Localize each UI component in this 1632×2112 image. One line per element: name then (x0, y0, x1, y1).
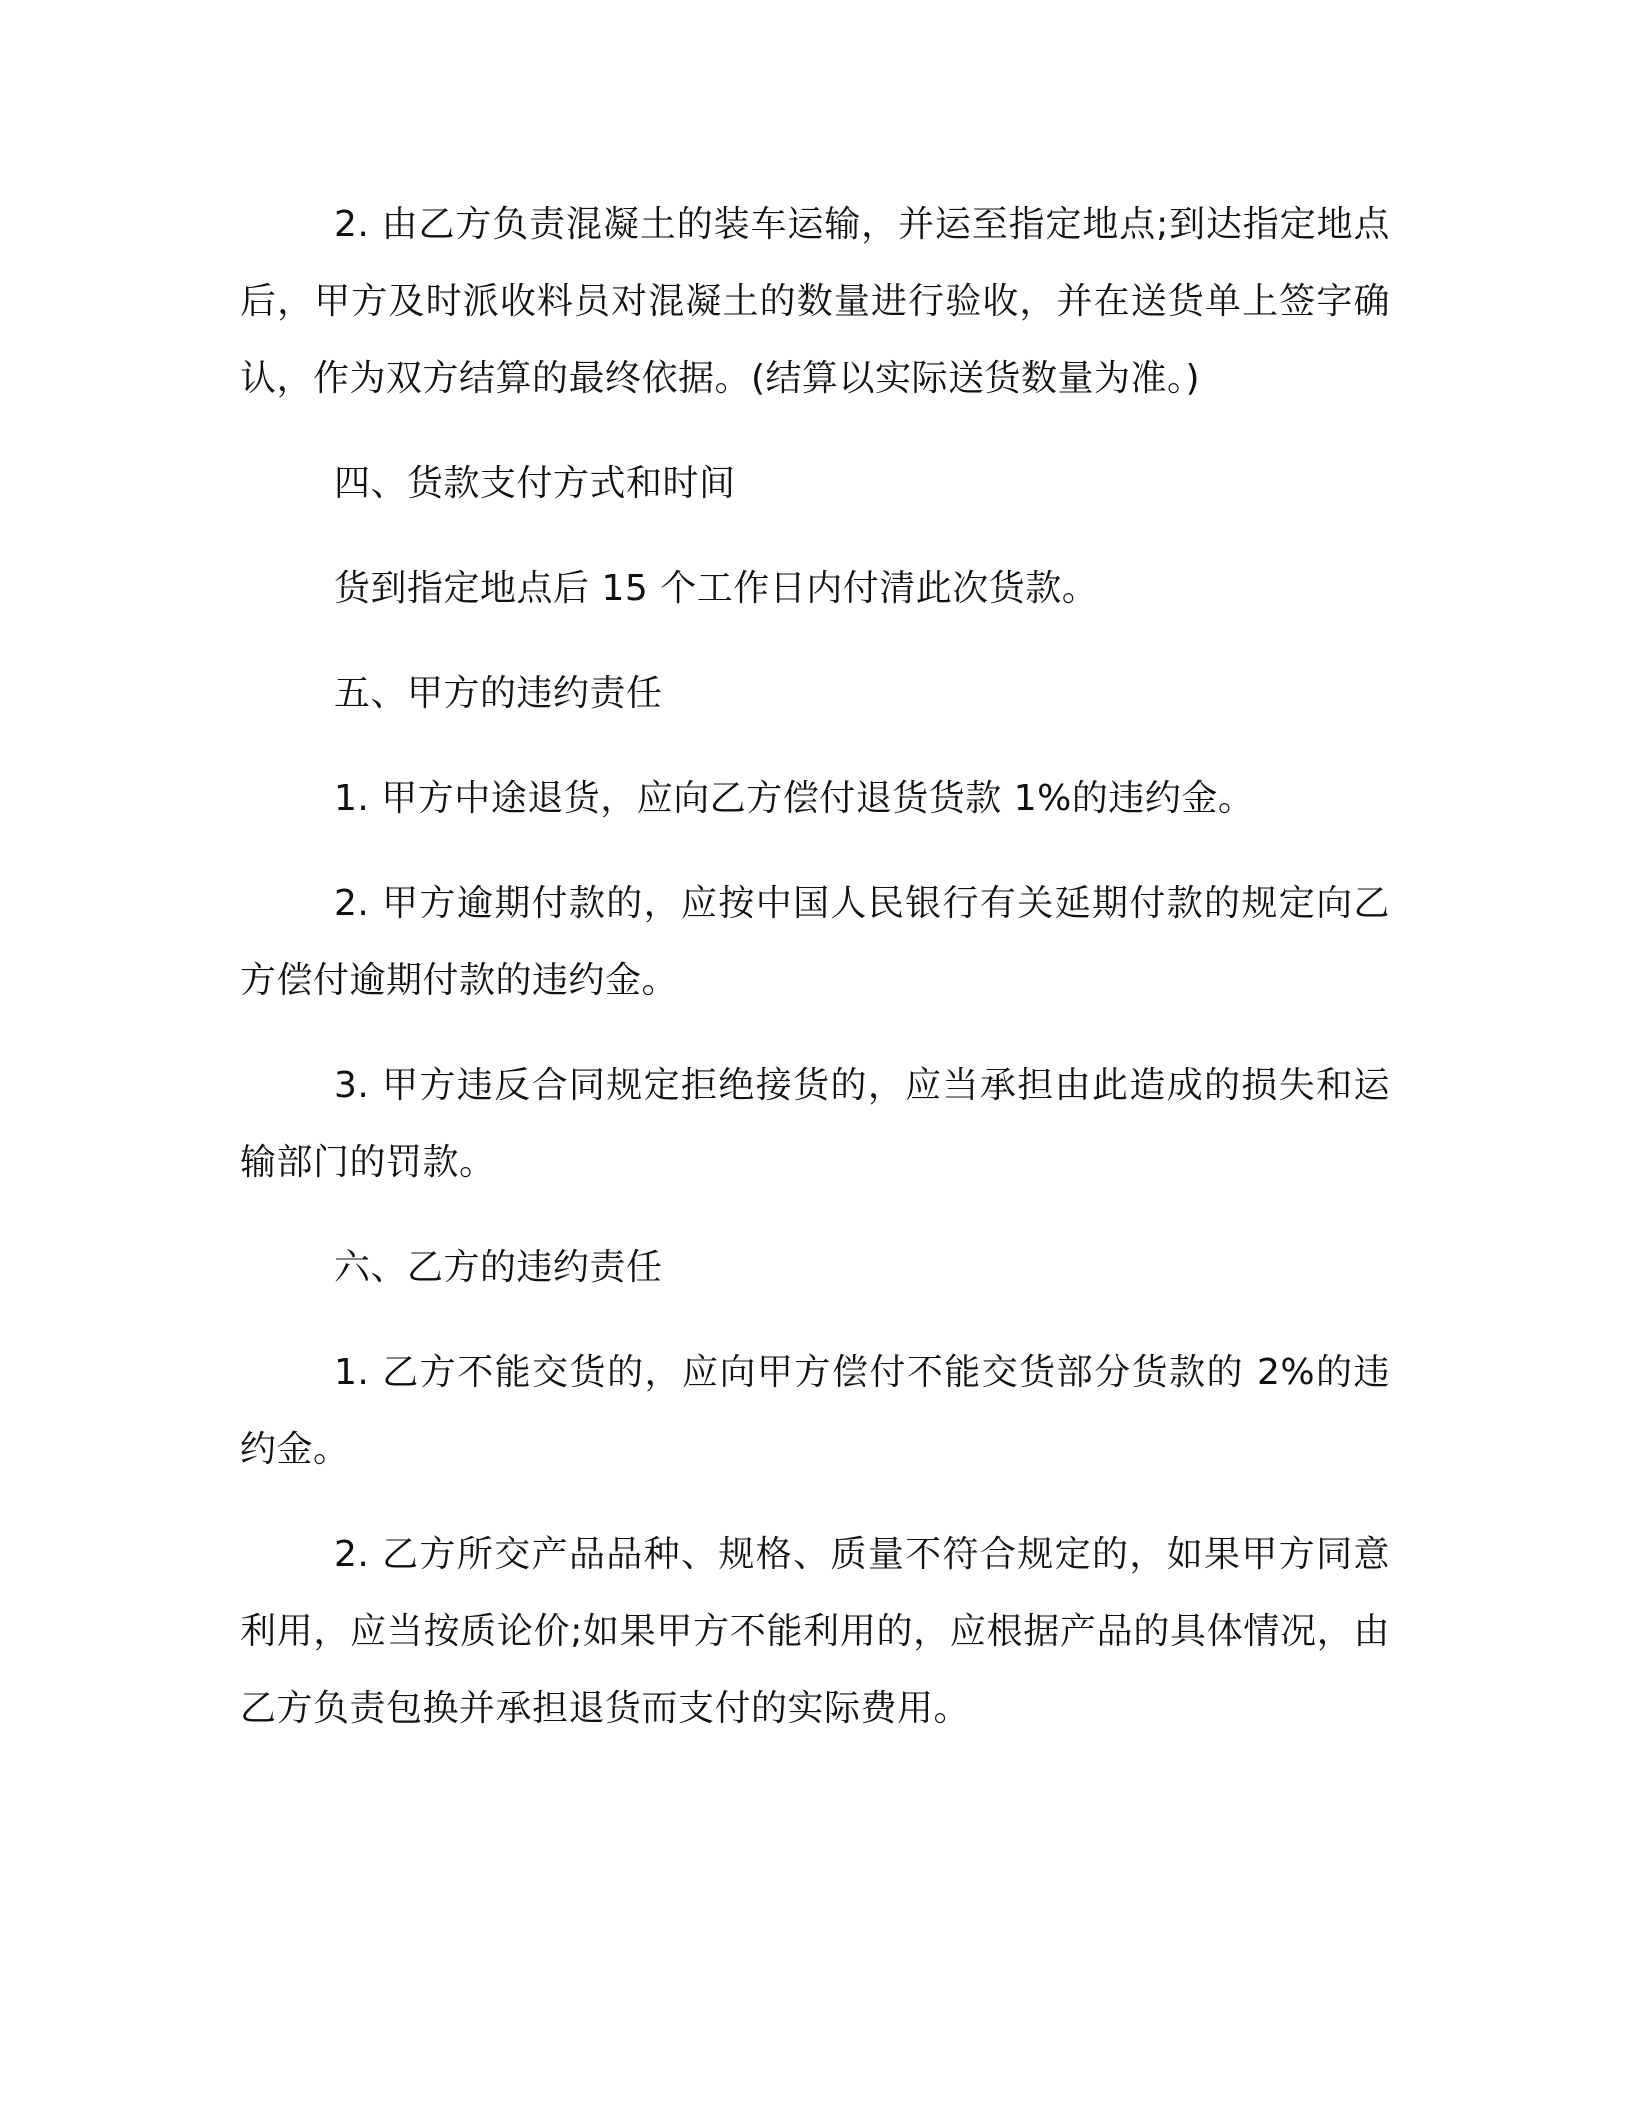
section-4-body: 货到指定地点后 15 个工作日内付清此次货款。 (334, 568, 1099, 609)
section-5-item-2: 2. 甲方逾期付款的，应按中国人民银行有关延期付款的规定向乙方偿付逾期付款的违约金。 (240, 883, 1390, 1001)
section-6-item-2: 2. 乙方所交产品品种、规格、质量不符合规定的，如果甲方同意利用，应当按质论价;如果甲方不能利用的，应根据产品的具体情况，由乙方负责包换并承担退货而支付的实际费用。 (240, 1534, 1390, 1729)
document-body (240, 186, 1390, 1775)
section-5-item-1: 1. 甲方中途退货，应向乙方偿付退货货款 1%的违约金。 (334, 778, 1255, 819)
clause-3-item-2: 2. 由乙方负责混凝土的装车运输，并运至指定地点;到达指定地点后，甲方及时派收料员对混凝土的数量进行验收，并在送货单上签字确认，作为双方结算的最终依据。(结算以实际送货数量为准。) (240, 204, 1390, 399)
section-4-heading: 四、货款支付方式和时间 (334, 463, 736, 504)
section-5-heading: 五、甲方的违约责任 (334, 673, 663, 714)
section-6-heading: 六、乙方的违约责任 (334, 1247, 663, 1288)
section-6-item-1: 1. 乙方不能交货的，应向甲方偿付不能交货部分货款的 2%的违约金。 (240, 1352, 1390, 1470)
section-5-item-3: 3. 甲方违反合同规定拒绝接货的，应当承担由此造成的损失和运输部门的罚款。 (240, 1065, 1390, 1183)
